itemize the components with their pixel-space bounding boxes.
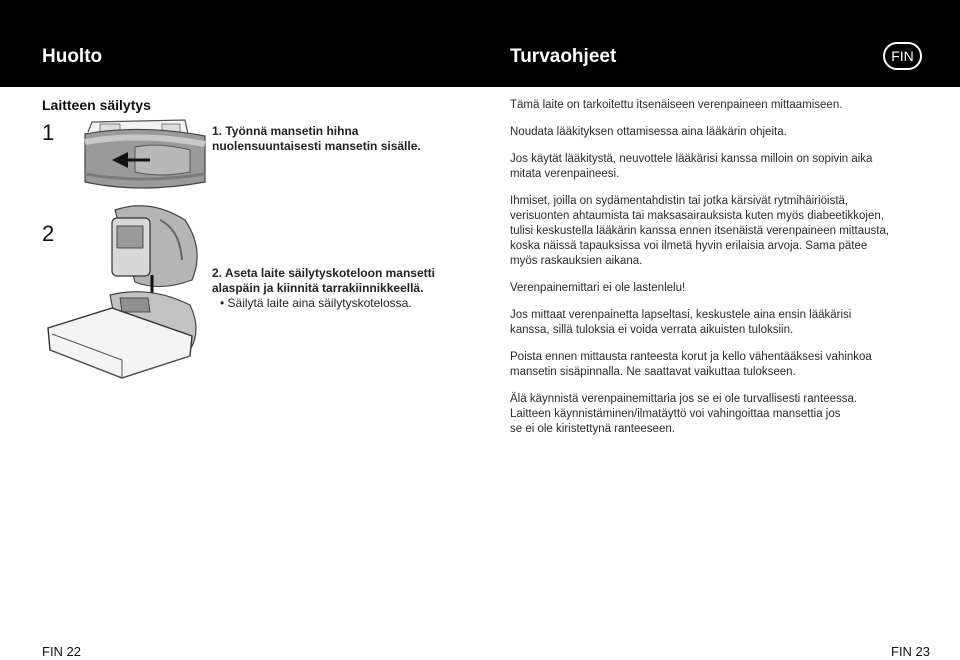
page-number-right: FIN 23 [891, 644, 931, 659]
text-line: Noudata lääkityksen ottamisessa aina lääkärin ohjeita. [510, 126, 787, 138]
safety-paragraph [510, 194, 930, 269]
text-line: Laitteen käynnistäminen/ilmatäyttö voi vahingoittaa mansettia jos [510, 408, 841, 420]
step1-line: nuolensuuntaisesti mansetin sisälle. [212, 139, 421, 153]
text-line: Tämä laite on tarkoitettu itsenäiseen verenpaineen mittaamiseen. [510, 99, 843, 111]
header-bar [0, 0, 960, 87]
text-line: myös raskauksien aikana. [510, 255, 643, 267]
cuff-strap-illustration [70, 112, 210, 204]
text-line: mansetin sisäpinnalla. Ne saattavat vaikuttaa tulokseen. [510, 366, 796, 378]
step1-instruction [212, 124, 442, 154]
text-line: Verenpainemittari ei ole lastenlelu! [510, 282, 686, 294]
text-line: tulisi keskustella lääkärin kanssa ennen itsenäistä verenpaineen mittausta, [510, 225, 890, 237]
safety-paragraph [510, 350, 930, 380]
step1-number: 1 [42, 120, 55, 145]
text-line: mitata verenpaineesi. [510, 168, 620, 180]
text-line: verisuonten ahtaumista tai maksasairauksista kuten myös diabeetikkojen, [510, 210, 884, 222]
section-title: Laitteen säilytys [42, 97, 151, 113]
safety-paragraph [510, 98, 930, 113]
safety-paragraph [510, 392, 930, 437]
text-line: Ihmiset, joilla on sydämentahdistin tai jotka kärsivät rytmihäiriöistä, [510, 195, 849, 207]
storage-case-illustration [40, 200, 202, 382]
step2-bullet: • Säilytä laite aina säilytyskotelossa. [220, 296, 412, 310]
step2-line: alaspäin ja kiinnitä tarrakiinnikkeellä. [212, 281, 424, 295]
text-line: Jos käytät lääkitystä, neuvottele lääkärisi kanssa milloin on sopivin aika [510, 153, 873, 165]
text-line: kanssa, sillä tuloksia ei voida verrata aikuisten tuloksiin. [510, 324, 794, 336]
safety-paragraph [510, 281, 930, 296]
text-line: Älä käynnistä verenpainemittaria jos se ei ole turvallisesti ranteessa. [510, 393, 858, 405]
page-title-left: Huolto [42, 46, 103, 67]
text-line: se ei ole kiristettynä ranteeseen. [510, 423, 675, 435]
step2-instruction [212, 266, 482, 311]
safety-paragraph [510, 125, 930, 140]
step2-line: 2. Aseta laite säilytyskoteloon mansetti [212, 266, 435, 280]
safety-paragraph [510, 308, 930, 338]
language-badge: FIN [883, 42, 922, 70]
step2-number: 2 [42, 221, 55, 246]
safety-paragraph [510, 152, 930, 182]
text-line: Poista ennen mittausta ranteesta korut ja kello vähentääksesi vahinkoa [510, 351, 872, 363]
safety-instructions [510, 98, 930, 449]
step1-line: 1. Työnnä mansetin hihna [212, 124, 359, 138]
text-line: Jos mittaat verenpainetta lapseltasi, keskustele aina ensin lääkärisi [510, 309, 852, 321]
page-number-left: FIN 22 [42, 644, 82, 659]
text-line: koska näissä tapauksissa voi ilmetä hyvin erilaisia arvoja. Sama pätee [510, 240, 868, 252]
page-title-right: Turvaohjeet [510, 46, 617, 67]
